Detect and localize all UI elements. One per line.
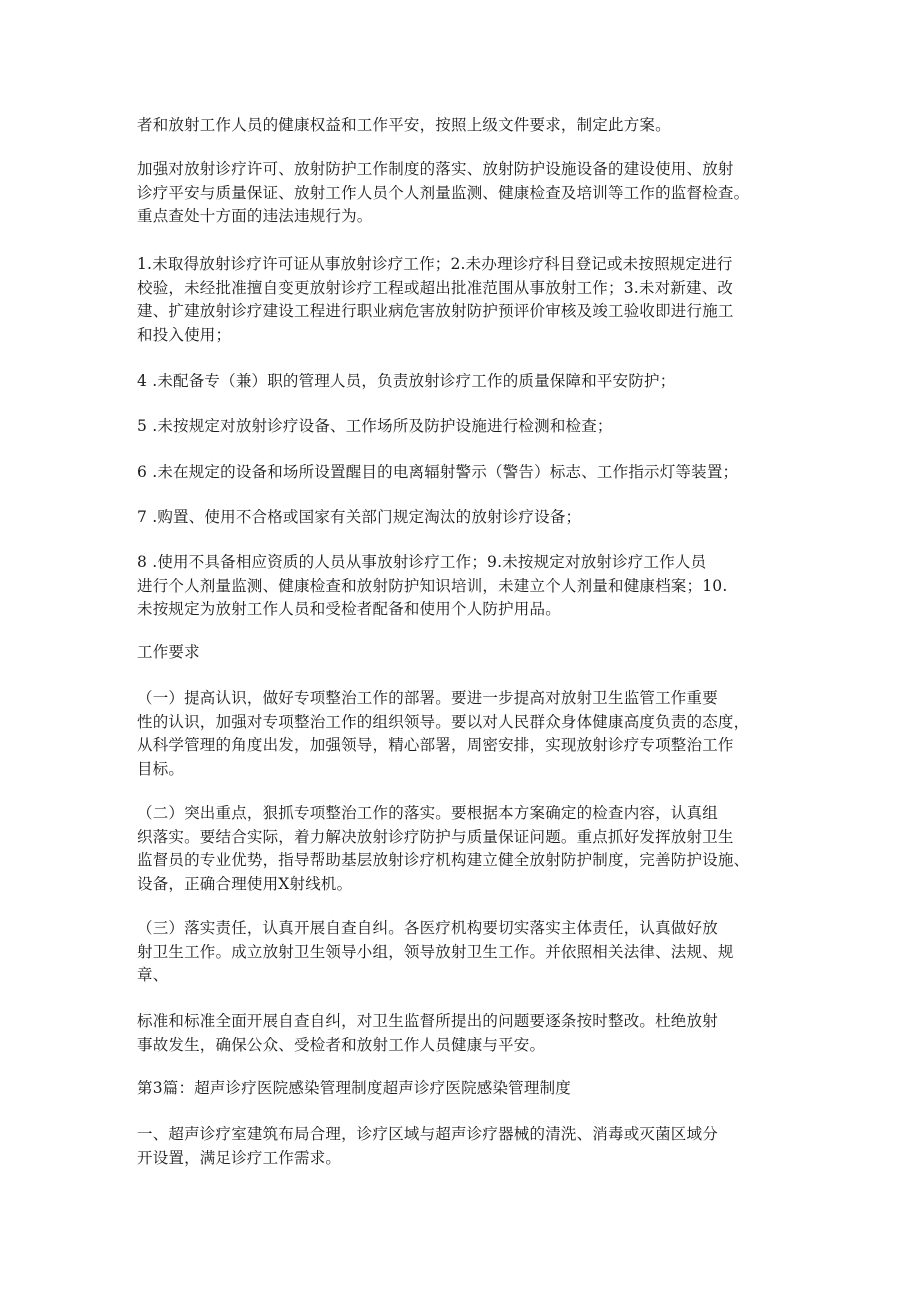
paragraph-violations-1-3: 1.未取得放射诊疗许可证从事放射诊疗工作；2.未办理诊疗科目登记或未按照规定进行 校验，未经批准擅自变更放射诊疗工程或超出批准范围从事放射工作；3.未对新建、改 建、扩建放射诊疗建设工程进行职业病危害放射防护预评价审核及竣工验收即进行施工 和投入使用； [137, 255, 734, 344]
paragraph-intro-continued: 者和放射工作人员的健康权益和工作平安，按照上级文件要求，制定此方案。 [137, 116, 671, 134]
chapter-title-part-3: 第3篇：超声诊疗医院感染管理制度超声诊疗医院感染管理制度 [137, 1079, 571, 1097]
paragraph-violation-7: 7 .购置、使用不合格或国家有关部门规定淘汰的放射诊疗设备； [137, 508, 582, 526]
paragraph-requirement-1: （一）提高认识，做好专项整治工作的部署。要进一步提高对放射卫生监管工作重要 性的认识，加强对专项整治工作的组织领导。要以对人民群众身体健康高度负责的态度， 从科学管理的角度出发，加强领导，精心部署，周密安排，实现放射诊疗专项整治工作 目标。 [137, 689, 750, 778]
paragraph-requirement-2: （二）突出重点，狠抓专项整治工作的落实。要根据本方案确定的检查内容，认真组 织落实。要结合实际，着力解决放射诊疗防护与质量保证问题。重点抓好发挥放射卫生 监督员的专业优势，指导帮助基层放射诊疗机构建立健全放射防护制度，完善防护设施、 设备，正确合理使用X射线机。 [137, 804, 750, 893]
paragraph-requirement-3-continued: 标准和标准全面开展自查自纠，对卫生监督所提出的问题要逐条按时整改。杜绝放射 事故发生，确保公众、受检者和放射工作人员健康与平安。 [137, 1012, 718, 1054]
paragraph-violation-4: 4 .未配备专（兼）职的管理人员，负责放射诊疗工作的质量保障和平安防护； [137, 372, 676, 390]
paragraph-requirement-3: （三）落实责任，认真开展自查自纠。各医疗机构要切实落实主体责任，认真做好放 射卫生工作。成立放射卫生领导小组，领导放射卫生工作。并依照相关法律、法规、规 章、 [137, 919, 734, 984]
paragraph-inspection-scope: 加强对放射诊疗许可、放射防护工作制度的落实、放射防护设施设备的建设使用、放射 诊疗平安与质量保证、放射工作人员个人剂量监测、健康检查及培训等工作的监督检查。 重点查处十方面的违法违规行为。 [137, 160, 750, 225]
paragraph-violations-8-10: 8 .使用不具备相应资质的人员从事放射诊疗工作；9.未按规定对放射诊疗工作人员 进行个人剂量监测、健康检查和放射防护知识培训，未建立个人剂量和健康档案；10. 未按规定为放射工作人员和受检者配备和使用个人防护用品。 [137, 553, 728, 618]
paragraph-violation-5: 5 .未按规定对放射诊疗设备、工作场所及防护设施进行检测和检查； [137, 417, 613, 435]
paragraph-violation-6: 6 .未在规定的设备和场所设置醒目的电离辐射警示（警告）标志、工作指示灯等装置； [137, 463, 739, 481]
section-heading-work-requirements: 工作要求 [137, 643, 200, 661]
paragraph-ultrasound-rule-1: 一、超声诊疗室建筑布局合理，诊疗区域与超声诊疗器械的清洗、消毒或灭菌区域分 开设置，满足诊疗工作需求。 [137, 1125, 718, 1167]
